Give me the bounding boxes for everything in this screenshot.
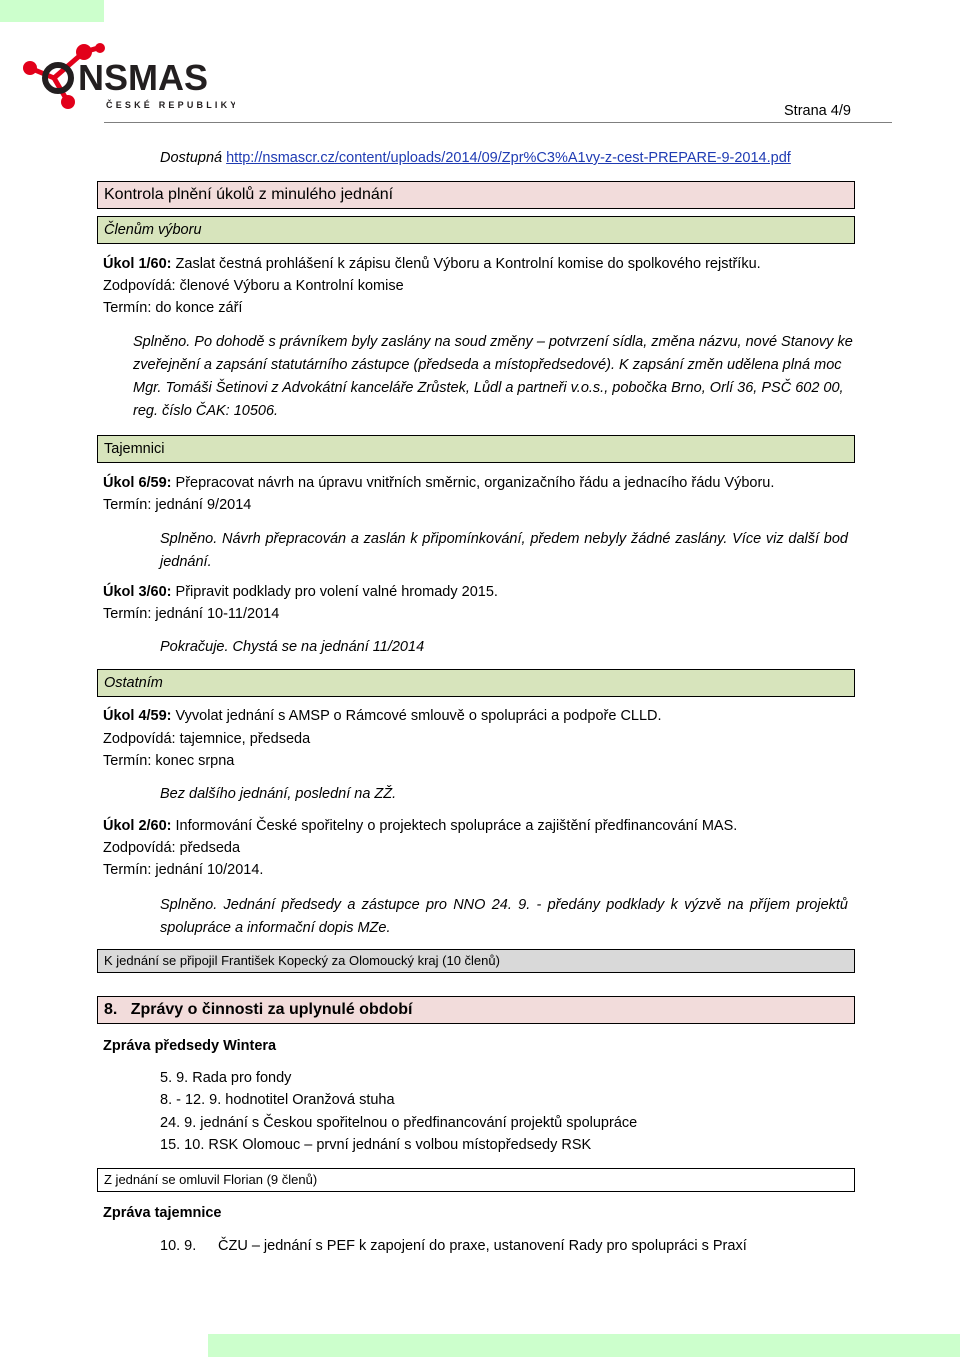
list-item: 24. 9. jednání s Českou spořitelnou o předfinancování projektů spolupráce [160, 1115, 638, 1131]
svg-text:NSMAS: NSMAS [78, 57, 209, 98]
task-result-line: reg. číslo ČAK: 10506. [133, 403, 279, 419]
task-2-60 [103, 818, 737, 834]
task-text: Přepracovat návrh na úpravu vnitřních směrnic, organizačního řádu a jednacího řádu Výboru. [175, 475, 775, 491]
chair-report-heading: Zpráva předsedy Wintera [103, 1038, 277, 1054]
task-responsible: Zodpovídá: tajemnice, předseda [103, 731, 311, 747]
task-result-line: zveřejnění a zapsání statutárního zástupce (předseda a místopředsedové). K zapsání změn udělena plná moc [133, 357, 842, 373]
list-item: 5. 9. Rada pro fondy [160, 1070, 292, 1086]
task-deadline: Termín: do konce září [103, 300, 243, 316]
task-text: Informování České spořitelny o projektech spolupráce a zajištění předfinancování MAS. [175, 818, 738, 834]
secretary-heading: Tajemnici [97, 435, 855, 463]
task-result: Splněno. Jednání předsedy a zástupce pro NNO 24. 9. - předány podklady k výzvě na příjem projektů spolupráce a informační dopis MZe. [160, 897, 848, 936]
secretary-item-date: 10. 9. [160, 1238, 197, 1254]
task-text: Vyvolat jednání s AMSP o Rámcové smlouvě o spolupráci a podpoře CLLD. [175, 708, 662, 724]
list-item: 8. - 12. 9. hodnotitel Oranžová stuha [160, 1092, 395, 1108]
secretary-report-heading: Zpráva tajemnice [103, 1205, 222, 1221]
task-6-59 [103, 475, 774, 491]
task-deadline: Termín: konec srpna [103, 753, 235, 769]
task-label: Úkol 4/59: [103, 708, 172, 724]
task-result: Bez dalšího jednání, poslední na ZŽ. [160, 786, 397, 802]
task-3-60 [103, 584, 498, 600]
task-label: Úkol 3/60: [103, 584, 172, 600]
section-8-heading [97, 996, 855, 1024]
task-text: Připravit podklady pro volení valné hromady 2015. [175, 584, 498, 600]
task-4-59 [103, 708, 662, 724]
section-control-heading: Kontrola plnění úkolů z minulého jednání [97, 181, 855, 209]
task-deadline: Termín: jednání 10-11/2014 [103, 606, 280, 622]
task-responsible: Zodpovídá: členové Výboru a Kontrolní komise [103, 278, 404, 294]
page-number: Strana 4/9 [784, 103, 851, 119]
header-divider [104, 122, 892, 123]
task-result: Splněno. Návrh přepracován a zaslán k připomínkování, předem nebyly žádné zaslány. Více viz další bod jednání. [160, 531, 848, 570]
task-1-60 [103, 256, 761, 272]
excused-note: Z jednání se omluvil Florian (9 členů) [97, 1168, 855, 1192]
available-label: Dostupná [160, 150, 223, 166]
footer-accent-bar [208, 1334, 960, 1357]
task-text: Zaslat čestná prohlášení k zápisu členů Výboru a Kontrolní komise do spolkového rejstříku. [175, 256, 761, 272]
task-responsible: Zodpovídá: předseda [103, 840, 241, 856]
source-line [160, 150, 791, 166]
task-result-line: Splněno. Po dohodě s právníkem byly zaslány na soud změny – potvrzení sídla, změna názvu, nové Stanovy ke [133, 334, 853, 350]
molecule-logo-icon [20, 38, 235, 113]
secretary-item-text: ČZU – jednání s PEF k zapojení do praxe, ustanovení Rady pro spolupráci s Praxí [218, 1238, 747, 1254]
task-label: Úkol 2/60: [103, 818, 172, 834]
nsmas-logo [20, 38, 235, 117]
members-heading: Členům výboru [97, 216, 855, 244]
task-deadline: Termín: jednání 10/2014. [103, 862, 264, 878]
task-label: Úkol 1/60: [103, 256, 172, 272]
header-accent-bar [0, 0, 104, 22]
joined-note: K jednání se připojil František Kopecký za Olomoucký kraj (10 členů) [97, 949, 855, 973]
source-link[interactable]: http://nsmascr.cz/content/uploads/2014/09/Zpr%C3%A1vy-z-cest-PREPARE-9-2014.pdf [226, 150, 791, 166]
task-result-line: Mgr. Tomáši Šetinovi z Advokátní kanceláře Zrůstek, Lůdl a partneři v.o.s., pobočka Brno, Orlí 36, PSČ 602 00, [133, 380, 844, 396]
section-title: Zprávy o činnosti za uplynulé období [130, 1001, 413, 1018]
svg-text:ČESKÉ REPUBLIKY: ČESKÉ REPUBLIKY [106, 100, 235, 110]
list-item: 15. 10. RSK Olomouc – první jednání s volbou místopředsedy RSK [160, 1137, 592, 1153]
section-number: 8. [104, 1001, 118, 1018]
others-heading: Ostatním [97, 669, 855, 697]
task-label: Úkol 6/59: [103, 475, 172, 491]
task-deadline: Termín: jednání 9/2014 [103, 497, 252, 513]
task-result: Pokračuje. Chystá se na jednání 11/2014 [160, 639, 425, 655]
